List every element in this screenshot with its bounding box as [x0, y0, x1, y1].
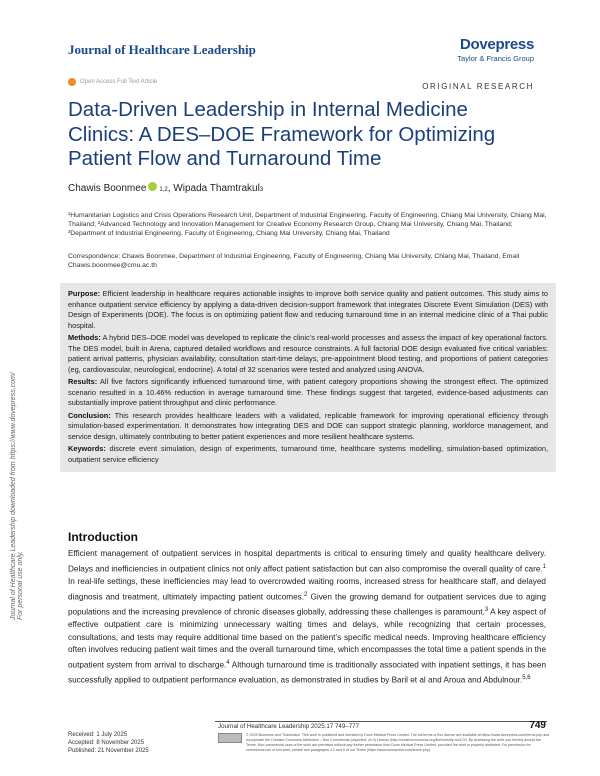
citation-link[interactable]: 2: [304, 591, 308, 598]
publisher-logo[interactable]: [457, 36, 534, 63]
author-list: [68, 182, 263, 194]
footer-divider: [215, 721, 547, 722]
citation-link[interactable]: 1: [542, 563, 546, 570]
author-affiliation-mark: 3: [259, 187, 264, 193]
open-access-icon: [68, 78, 76, 86]
section-heading: Introduction: [68, 530, 138, 544]
page-number: 749: [529, 720, 546, 731]
citation-link[interactable]: 3: [484, 606, 489, 613]
author-affiliation-mark: 1,2: [159, 187, 168, 193]
abstract-methods: [68, 333, 548, 375]
abstract-section-text: A hybrid DES–DOE model was developed to replicate the clinic’s real-world processes and assess the impact of key operational factors. The DES model, built in Arena, captured detailed workflows and resource constraints. A full factorial DOE design evaluated five critical variables: patient arrival patterns, physician availability, consultation start-time delays, pre-appointment blood testing, and proportions of patient categories (eg, cardiovascular, neurological, endocrine). A total of 32 scenarios were tested and analyzed using ANOVA.: [68, 333, 548, 374]
download-watermark: [10, 160, 22, 620]
article-title: Data-Driven Leadership in Internal Medicine Clinics: A DES–DOE Framework for Optimizing Patient Flow and Turnaround Time: [68, 98, 496, 170]
author-name[interactable]: Wipada Thamtrakul: [173, 183, 260, 194]
abstract-results: [68, 377, 548, 409]
accepted-date: Accepted: 8 November 2025: [68, 740, 145, 746]
author-name[interactable]: Chawis Boonmee: [68, 183, 147, 194]
license-text: © 2025 Boonmee and Thamtrakul. This work is published and licensed by Dove Medical Press Limited. The full terms of this license are available at https://www.dovepress.com/terms.php and incorporate the Creative Commons Attribution – Non Commercial (unported, v4.0) License (http://creativecommons.org/licenses/by-nc/4.0/). By accessing the work you hereby accept the Terms. Non-commercial uses of the work are permitted without any further permission from Dove Medical Press Limited, provided the work is properly attributed. For permission for commercial use of this work, please see paragraphs 4.2 and 5 of our Terms (https://www.dovepress.com/terms.php).: [246, 733, 550, 752]
open-access-label: Open Access Full Text Article: [80, 79, 158, 85]
abstract-section-label: Methods:: [68, 333, 101, 342]
journal-name[interactable]: Journal of Healthcare Leadership: [68, 42, 256, 57]
abstract-section-text: discrete event simulation, design of experiments, turnaround time, healthcare systems modelling, simulation-based optimization, outpatient service efficiency: [68, 444, 548, 464]
received-date: Received: 1 July 2025: [68, 732, 128, 738]
abstract-section-label: Keywords:: [68, 444, 106, 453]
watermark-line-2: For personal use only.: [17, 551, 24, 620]
abstract-section-label: Purpose:: [68, 289, 101, 298]
abstract-section-text: This research provides healthcare leaders with a validated, replicable framework for improving operational efficiency through simulation-based experimentation. It demonstrates how integrating DES and DOE can support strategic planning, workforce management, and service design, ultimately contributing to better patient experiences and more resilient healthcare systems.: [68, 410, 548, 441]
body-text: In real-life settings, these inefficiencies may lead to overcrowded waiting rooms, increased stress for healthcare staff, and delayed diagnosis and treatment, ultimately impacting patient outcomes.: [68, 576, 546, 602]
citation-link[interactable]: 5,6: [522, 675, 531, 682]
watermark-line-1: Journal of Healthcare Leadership downloaded from https://www.dovepress.com/: [10, 372, 17, 620]
abstract-conclusion: [68, 411, 548, 443]
abstract-section-label: Results:: [68, 377, 98, 386]
abstract-purpose: [68, 289, 548, 331]
author-separator: ,: [167, 183, 174, 194]
article-type: ORIGINAL RESEARCH: [422, 82, 534, 91]
correspondence: Correspondence: Chawis Boonmee, Department of Industrial Engineering, Faculty of Engineering, Chiang Mai University, Chiang Mai, Thailand, Email Chawis.boonmee@cmu.ac.th: [68, 253, 520, 269]
license-block: [218, 733, 550, 753]
publication-dates: [68, 731, 149, 755]
affiliations: ¹Humanitarian Logistics and Crisis Operations Research Unit, Department of Industrial Engineering, Faculty of Engineering, Chiang Mai University, Chiang Mai, Thailand; ²Advanced Technology and Innovation Management for Creative Economy Research Group, Chiang Mai University, Chiang Mai, Thailand; ³Department of Industrial Engineering, Faculty of Engineering, Chiang Mai University, Chiang Mai, Thailand: [68, 212, 547, 237]
abstract-keywords: [68, 444, 548, 465]
body-text: Efficient management of outpatient services in hospital departments is critical to ensuring timely and quality healthcare delivery. Delays and inefficiencies in outpatient clinics not only affect patient satisfaction but can also compromise the overall quality of care.: [68, 549, 546, 574]
citation-link[interactable]: 4: [226, 659, 230, 666]
open-access-badge: [68, 78, 157, 86]
footer-citation[interactable]: Journal of Healthcare Leadership 2025:17 749–777: [218, 723, 360, 730]
abstract-section-label: Conclusion:: [68, 410, 111, 420]
body-text: Although turnaround time is traditionally associated with inpatient settings, it has been successfully applied to outpatient performance evaluation, as demonstrated in studies by Baril et al and Aroua and Abdulnour.: [68, 660, 546, 686]
orcid-icon[interactable]: [148, 182, 157, 191]
publisher-name: Dovepress: [459, 36, 534, 53]
creative-commons-icon[interactable]: [218, 733, 242, 743]
published-date: Published: 21 November 2025: [68, 748, 149, 754]
abstract-box: [60, 283, 556, 472]
publisher-subtitle: Taylor & Francis Group: [457, 54, 534, 63]
abstract-section-text: All five factors significantly influenced turnaround time, with patient category proportions showing the strongest effect. The optimized scenario resulted in a 10.46% reduction in average turnaround time. These findings suggest that targeted, evidence-based adjustments can substantially improve patient throughput and clinic performance.: [68, 377, 548, 407]
body-text: Given the growing demand for outpatient services due to aging populations and the increasing prevalence of chronic diseases globally, addressing these challenges is paramount.: [68, 592, 546, 617]
abstract-section-text: Efficient leadership in healthcare requires actionable insights to improve both service quality and patient outcomes. This study aims to enhance outpatient service efficiency by applying a data-driven decision-support framework that integrates Discrete Event Simulation (DES) with Design of Experiments (DOE). The focus is on optimizing patient flow and reducing turnaround time in an internal medicine clinic of a Thai public hospital.: [68, 289, 548, 330]
body-text: A key aspect of effective outpatient care is minimizing unnecessary waiting times and delays, while recognizing that certain processes, consultations, and tests may require additional time based on the patient’s specific medical needs. Improving healthcare efficiency often involves reducing patient wait times and the overall turnaround time, which encompasses the total time a patient spends in the outpatient system from arrival to discharge.: [68, 607, 546, 670]
introduction-paragraph: [68, 548, 546, 688]
